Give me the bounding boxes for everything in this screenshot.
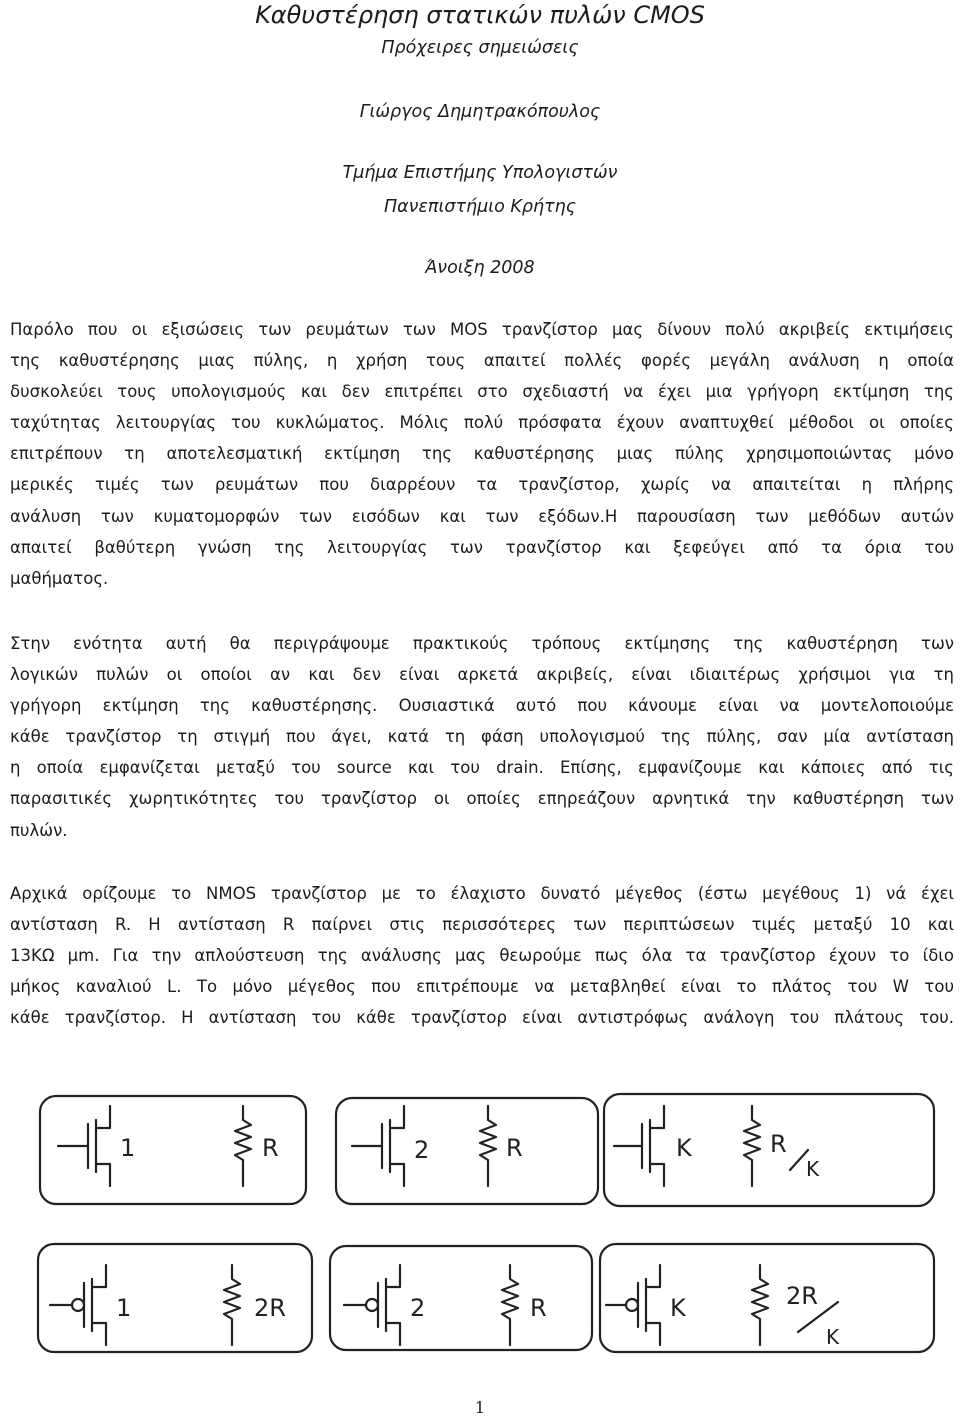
resistor-icon — [752, 1265, 768, 1345]
nmos-transistor-icon — [352, 1106, 404, 1186]
text-line: δυσκολεύει τους υπολογισμούς και δεν επιτρέπει στο σχεδιαστή να έχει μια γρήγορη εκτίμηση της — [10, 382, 954, 402]
transistor-size-label: K — [676, 1134, 692, 1162]
text-line: 13KΩ μm. Για την απλούστευση της ανάλυσης μας θεωρούμε πως όλα τα τρανζίστορ έχουν το ίδιο — [10, 946, 954, 966]
document-title: Καθυστέρηση στατικών πυλών CMOS — [255, 1, 705, 29]
author-name: Γιώργος Δημητρακόπουλος — [359, 102, 601, 122]
text-line: η οποία εμφανίζεται μεταξύ του source και του drain. Επίσης, εμφανίζουμε και κάποιες από τις — [10, 758, 954, 778]
text-line: Αρχικά ορίζουμε το NMOS τρανζίστορ με το έλαχιστο δυνατό μέγεθος (έστω μεγέθους 1) νά έχει — [10, 884, 954, 903]
resistance-label: R — [506, 1134, 523, 1162]
resistor-icon — [502, 1265, 518, 1345]
document-date: Άνοιξη 2008 — [425, 258, 535, 278]
text-line: απαιτεί βαθύτερη γνώση της λειτουργίας των τρανζίστορ και ξεφεύγει από τα όρια του — [10, 537, 954, 557]
department-name: Τμήμα Επιστήμης Υπολογιστών — [342, 163, 618, 183]
document-subtitle: Πρόχειρες σημειώσεις — [381, 38, 579, 58]
text-line: κάθε τρανζίστορ τη στιγμή που άγει, κατά τη φάση υπολογισμού της πύλης, σαν μία αντίσταση — [10, 727, 954, 747]
resistance-divisor-label: K — [826, 1325, 840, 1349]
transistor-size-label: 2 — [410, 1294, 426, 1322]
figure-cell-box — [336, 1098, 598, 1204]
transistor-size-label: 1 — [116, 1294, 132, 1322]
text-line: μήκος καναλιού L. Το μόνο μέγεθος που επιτρέπουμε να μεταβληθεί είναι το πλάτος του W του — [10, 977, 954, 997]
university-name: Πανεπιστήμιο Κρήτης — [383, 197, 576, 217]
resistance-label: 2R — [254, 1294, 286, 1322]
text-line: μερικές τιμές των ρευμάτων που διαρρέουν τα τρανζίστορ, χωρίς να απαιτείται η πλήρης — [10, 475, 954, 495]
transistor-size-label: 1 — [120, 1134, 136, 1162]
resistor-icon — [480, 1106, 496, 1186]
nmos-transistor-icon — [58, 1106, 110, 1186]
transistor-size-label: 2 — [414, 1136, 430, 1164]
text-line: αντίσταση R. Η αντίσταση R παίρνει στις περισσότερες των περιπτώσεων τιμές μεταξύ 10 και — [10, 915, 954, 935]
resistor-icon — [235, 1106, 251, 1186]
resistance-label: R — [770, 1130, 787, 1158]
figure-cell-box — [604, 1094, 934, 1206]
page-number: 1 — [474, 1398, 486, 1417]
text-line: μαθήματος. — [10, 568, 109, 588]
text-line: Παρόλο που οι εξισώσεις των ρευμάτων των MOS τρανζίστορ μας δίνουν πολύ ακριβείς εκτιμήσεις — [10, 320, 954, 339]
paragraph-intro — [10, 314, 954, 594]
paragraph-method — [10, 628, 954, 846]
transistor-resistance-figure — [0, 1070, 960, 1390]
text-line: πυλών. — [10, 820, 68, 840]
resistor-icon — [224, 1265, 240, 1345]
text-line: γρήγορη εκτίμηση της καθυστέρησης. Ουσιαστικά αυτό που κάνουμε είναι να μοντελοποιούμε — [10, 696, 954, 716]
resistor-icon — [744, 1106, 760, 1186]
paragraph-resistance-model — [10, 878, 954, 1033]
text-line: της καθυστέρησης μιας πύλης, η χρήση τους απαιτεί πολλές φορές μεγάλη ανάλυση η οποία — [10, 351, 954, 371]
text-line: λογικών πυλών οι οποίοι αν και δεν είναι αρκετά ακριβείς, είναι ιδιαιτέρως χρήσιμοι για τη — [10, 665, 954, 685]
text-line: ταχύτητας λειτουργίας του κυκλώματος. Μόλις πολύ πρόσφατα έχουν αναπτυχθεί μέθοδοι οι οποίες — [10, 413, 954, 433]
resistance-label: R — [530, 1294, 547, 1322]
text-line: ανάλυση των κυματομορφών των εισόδων και των εξόδων.Η παρουσίαση των μεθόδων αυτών — [10, 506, 954, 526]
figure-cell-box — [600, 1244, 934, 1352]
resistance-label: 2R — [786, 1282, 818, 1310]
figure-cell-box — [330, 1246, 592, 1350]
text-line: παρασιτικές χωρητικότητες του τρανζίστορ οι οποίες επηρεάζουν αρνητικά την καθυστέρηση των — [10, 789, 954, 809]
text-line: επιτρέπουν τη αποτελεσματική εκτίμηση της καθυστέρησης μιας πύλης χρησιμοποιώντας μόνο — [10, 444, 954, 464]
pmos-transistor-icon — [606, 1265, 660, 1345]
nmos-transistor-icon — [614, 1106, 664, 1186]
resistance-label: R — [262, 1134, 279, 1162]
text-line: κάθε τρανζίστορ. Η αντίσταση του κάθε τρανζίστορ είναι αντιστρόφως ανάλογη του πλάτους του. — [10, 1008, 954, 1028]
transistor-size-label: K — [670, 1294, 686, 1322]
pmos-transistor-icon — [344, 1265, 400, 1345]
resistance-divisor-label: K — [806, 1157, 820, 1181]
text-line: Στην ενότητα αυτή θα περιγράψουμε πρακτικούς τρόπους εκτίμησης της καθυστέρηση των — [10, 634, 954, 653]
pmos-transistor-icon — [50, 1265, 106, 1345]
